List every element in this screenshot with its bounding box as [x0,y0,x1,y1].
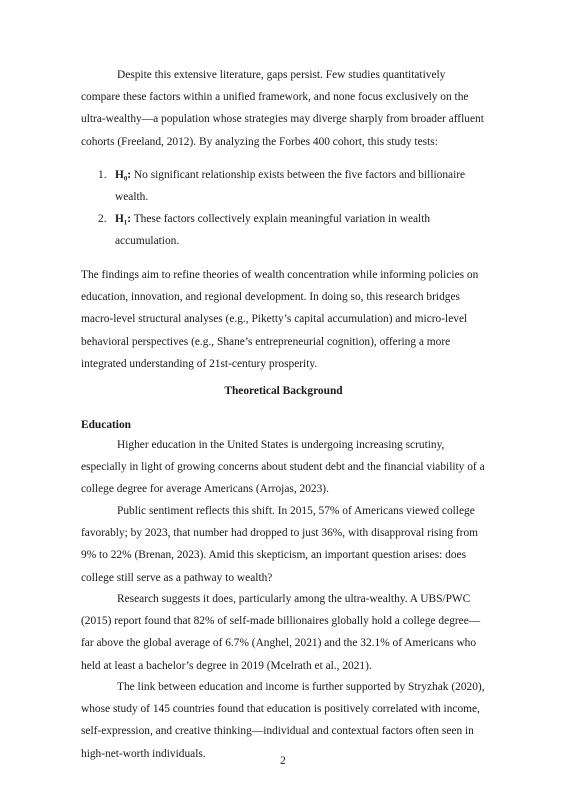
section-heading: Theoretical Background [224,385,343,397]
hypothesis-item [98,164,486,208]
hypothesis-text: These factors collectively explain meaningful variation in wealth accumulation. [115,213,431,248]
hypothesis-label: H₁: [115,213,132,225]
intro-paragraph: Despite this extensive literature, gaps persist. Few studies quantitatively compare these factors within a unified framework, and none focus exclusively on the ultra-wealthy—a population whose strategies may diverge sharply from broader affluent cohorts (Freeland, 2012). By analyzing the Forbes 400 cohort, this study tests: [81,69,484,148]
body-paragraph: Public sentiment reflects this shift. In 2015, 57% of Americans viewed college favorably; by 2023, that number had dropped to just 36%, with disapproval rising from 9% to 22% (Brenan, 2023). Amid this skepticism, an important question arises: does college still serve as a pathway to wealth? [81,505,479,584]
hypothesis-label: H₀: [115,169,132,181]
body-paragraph: The link between education and income is further supported by Stryzhak (2020), whose study of 145 countries found that education is positively correlated with income, self-expression, and creative thinking—individual and contextual factors often seen in high-net-worth individuals. [81,681,485,760]
body-paragraph: Higher education in the United States is undergoing increasing scrutiny, especially in light of growing concerns about student debt and the financial viability of a college degree for average Americans (Arrojas, 2023). [81,439,485,496]
page-number: 2 [280,755,286,767]
findings-paragraph: The findings aim to refine theories of wealth concentration while informing policies on education, innovation, and regional development. In doing so, this research bridges macro-level structural analyses (e.g., Piketty’s capital accumulation) and micro-level behavioral perspectives (e.g., Shane’s entrepreneurial cognition), offering a more integrated understanding of 21st-century prosperity. [81,269,479,370]
list-number: 2. [98,213,107,225]
subsection-heading: Education [81,419,132,431]
hypothesis-item [98,208,486,252]
body-paragraph: Research suggests it does, particularly among the ultra-wealthy. A UBS/PWC (2015) report found that 82% of self-made billionaires globally hold a college degree—far above the global average of 6.7% (Anghel, 2021) and the 32.1% of Americans who held at least a bachelor’s degree in 2019 (Mcelrath et al., 2021). [81,593,481,672]
hypothesis-text: No significant relationship exists between the five factors and billionaire wealth. [115,169,466,204]
list-number: 1. [98,169,107,181]
